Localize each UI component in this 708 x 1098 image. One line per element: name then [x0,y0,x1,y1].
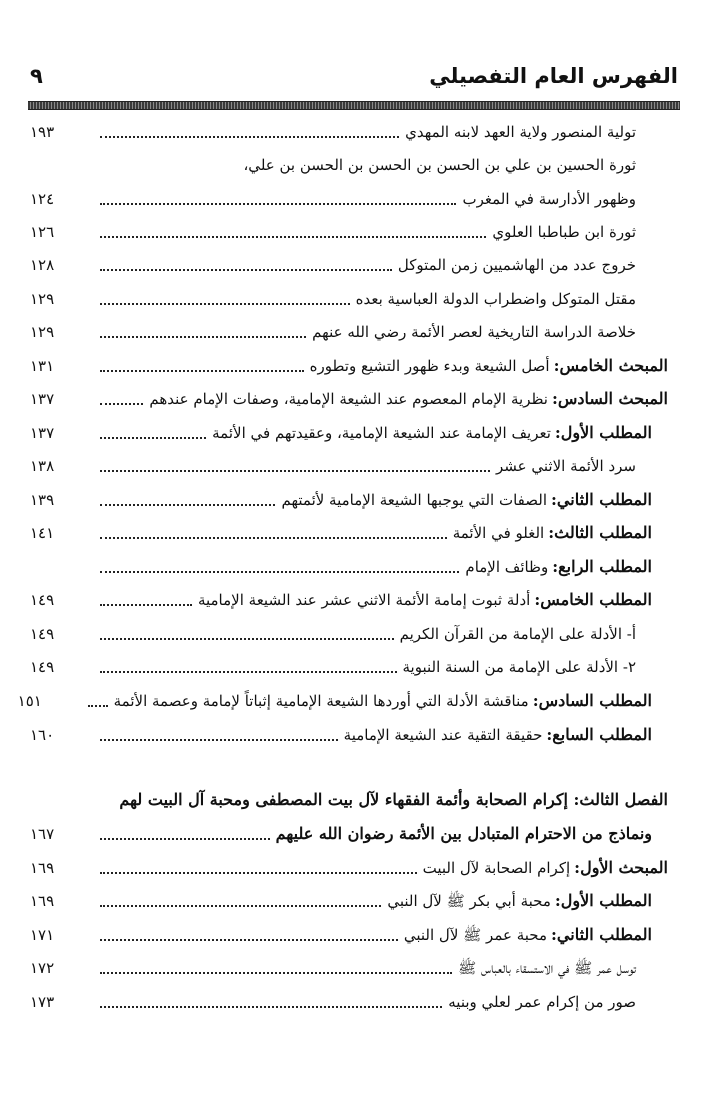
entry-label: المطلب السادس: [532,691,652,710]
entry-page-number: ١٢٩ [30,290,55,308]
toc-entry [30,650,678,684]
entry-text: ثورة ابن طباطبا العلوي [492,223,636,241]
dot-leader [88,705,108,707]
entry-label: المطلب الأول: [554,891,652,910]
entry-text: ثورة الحسين بن علي بن الحسن بن الحسن بن الحسن بن علي، [243,156,636,174]
dot-leader [100,604,192,606]
entry-text: تولية المنصور ولاية العهد لابنه المهدي [405,123,636,141]
entry-label: المطلب الثالث: [548,523,652,542]
entry-page-number: ١٤٩ [30,591,55,609]
entry-label: المطلب الثاني: [551,490,652,509]
toc-entry [30,583,678,617]
dot-leader [100,939,398,941]
header-title: الفهرس العام التفصيلي [429,64,678,88]
entry-text: الصفات التي يوجبها الشيعة الإمامية لأئمتهم [281,491,547,509]
dot-leader [100,838,270,840]
toc-entry [30,516,678,550]
dot-leader [100,537,447,539]
dot-leader [100,470,490,472]
entry-text: صور من إكرام عمر لعلي وبنيه [448,993,636,1011]
entry-text: إكرام الصحابة لآل البيت [422,859,571,877]
dot-leader [100,504,275,506]
dot-leader [100,972,452,974]
entry-text: ٢- الأدلة على الإمامة من السنة النبوية [402,658,636,676]
entry-text: أ- الأدلة على الإمامة من القرآن الكريم [399,625,636,643]
dot-leader [100,303,350,305]
chapter-heading [30,783,678,817]
entry-page-number: ١٦٩ [30,859,55,877]
entry-page-number: ١٦٧ [30,825,55,843]
entry-text: أدلة ثبوت إمامة الأئمة الاثني عشر عند الشيعة الإمامية [197,591,531,609]
entry-text: وظهور الأدارسة في المغرب [462,190,636,208]
toc-entry [30,215,678,249]
toc-entry [30,985,678,1019]
chapter-heading [30,817,678,851]
toc-entry [30,248,678,282]
toc-entry [30,115,678,149]
entry-page-number: ١٣١ [30,357,55,375]
dot-leader [100,739,338,741]
entry-page-number: ١٣٩ [30,491,55,509]
toc-entry [30,884,678,918]
dot-leader [100,403,143,405]
dot-leader [100,269,392,271]
entry-text: مناقشة الأدلة التي أوردها الشيعة الإمامية إثباتاً لإمامة وعصمة الأئمة [113,692,529,710]
entry-page-number: ١٧٣ [30,993,55,1011]
toc-entry [30,951,678,985]
toc-entry [30,349,678,383]
entry-text: خروج عدد من الهاشميين زمن المتوكل [397,256,636,274]
dot-leader [100,638,394,640]
toc-entry [30,282,678,316]
toc-entry [30,182,678,216]
entry-text: محبة عمر ﷺ لآل النبي [403,926,547,944]
dot-leader [100,872,417,874]
entry-text: وظائف الإمام [465,558,549,576]
toc-entry [30,148,678,182]
dot-leader [100,1006,442,1008]
entry-label: المطلب الرابع: [552,557,652,576]
toc-entry [30,718,678,752]
dot-leader [100,905,381,907]
entry-text: ونماذج من الاحترام المتبادل بين الأئمة رضوان الله عليهم [275,824,652,843]
page-number: ٩ [30,64,43,88]
dot-leader [100,437,206,439]
toc-entry [30,851,678,885]
entry-page-number: ١٢٩ [30,323,55,341]
entry-page-number: ١٧١ [30,926,55,944]
toc-entry [30,382,678,416]
entry-text: أصل الشيعة وبدء ظهور التشيع وتطوره [309,357,550,375]
dot-leader [100,236,486,238]
entry-text: توسل عمر ﷺ في الاستسقاء بالعباس ﷺ [458,959,636,977]
entry-label: المبحث السادس: [551,389,668,408]
toc-entry [30,918,678,952]
entry-page-number: ١٢٨ [30,256,55,274]
dot-leader [100,203,456,205]
entry-text: خلاصة الدراسة التاريخية لعصر الأئمة رضي الله عنهم [312,323,636,341]
entry-page-number: ١٢٦ [30,223,55,241]
entry-page-number: ١٣٨ [30,457,55,475]
entry-text: مقتل المتوكل واضطراب الدولة العباسية بعده [355,290,636,308]
entry-text: سرد الأئمة الاثني عشر [496,457,636,475]
entry-text: نظرية الإمام المعصوم عند الشيعة الإمامية، وصفات الإمام عندهم [149,390,548,408]
entry-page-number: ١٤٩ [30,625,55,643]
toc-entry [30,483,678,517]
header-rule [28,101,680,110]
dot-leader [100,336,306,338]
entry-text: الغلو في الأئمة [452,524,545,542]
entry-page-number: ١٧٢ [30,959,55,977]
entry-page-number: ١٦٠ [30,726,55,744]
entry-page-number: ١٩٣ [30,123,55,141]
dot-leader [100,571,459,573]
entry-page-number: ١٤٩ [30,658,55,676]
entry-text: حقيقة التقية عند الشيعة الإمامية [343,726,543,744]
entry-page-number: ١٤١ [30,524,55,542]
toc-entry [30,449,678,483]
entry-page-number: ١٣٧ [30,390,55,408]
toc-entry [30,617,678,651]
toc-entry [30,550,678,584]
dot-leader [100,671,397,673]
entry-page-number: ١٦٩ [30,892,55,910]
entry-page-number: ١٢٤ [30,190,55,208]
toc-entry [30,315,678,349]
entry-page-number: ١٣٧ [30,424,55,442]
entry-label: المطلب الخامس: [534,590,652,609]
dot-leader [100,370,304,372]
entry-label: المطلب السابع: [546,725,652,744]
entry-label: المطلب الأول: [554,423,652,442]
toc-entry [30,416,678,450]
entry-page-number: ١٥١ [17,692,42,710]
entry-text: محبة أبي بكر ﷺ لآل النبي [387,892,551,910]
page-header [28,62,680,98]
entry-label: المبحث الخامس: [553,356,668,375]
toc-entry [17,684,678,718]
dot-leader [100,136,399,138]
entry-text: تعريف الإمامة عند الشيعة الإمامية، وعقيدتهم في الأئمة [212,424,551,442]
entry-label: المطلب الثاني: [551,925,652,944]
entry-text: الفصل الثالث: إكرام الصحابة وأئمة الفقهاء لآل بيت المصطفى ومحبة آل البيت لهم [119,790,668,809]
entry-label: المبحث الأول: [574,858,668,877]
